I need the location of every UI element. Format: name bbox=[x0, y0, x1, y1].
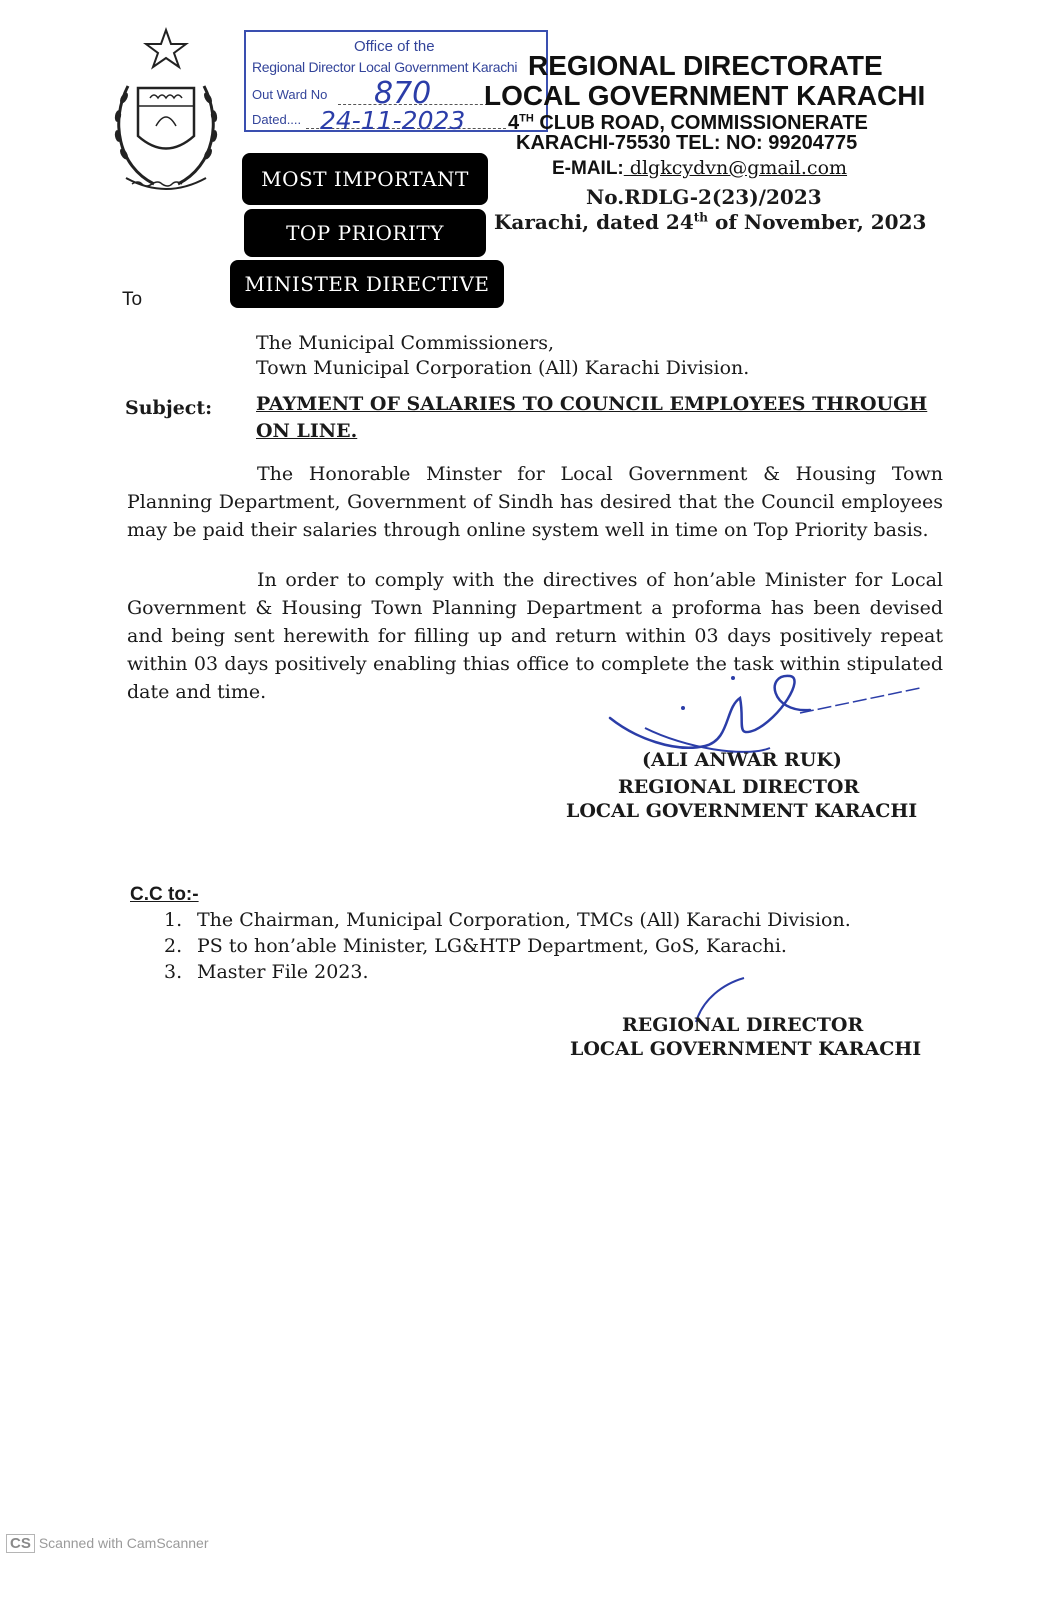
letterhead-title-line2: LOCAL GOVERNMENT KARACHI bbox=[484, 80, 926, 111]
recipient-line1: The Municipal Commissioners, bbox=[256, 332, 554, 354]
badge-most-important: MOST IMPORTANT bbox=[242, 153, 488, 205]
letterhead-address: 4TH CLUB ROAD, COMMISSIONERATE bbox=[508, 112, 868, 134]
camscanner-logo: CS bbox=[6, 1534, 35, 1553]
letterhead-email: E-MAIL: dlgkcydvn@gmail.com bbox=[552, 157, 848, 179]
signatory-name: (ALI ANWAR RUK) bbox=[642, 749, 842, 771]
stamp-dated-label: Dated.... bbox=[252, 112, 302, 127]
subject-label: Subject: bbox=[125, 397, 213, 419]
body-paragraph-1: The Honorable Minster for Local Government & Housing Town Planning Department, Government of Sindh has desired that the Council employees may be paid their salaries through online system well in time on Top Priority basis. bbox=[127, 463, 943, 541]
letterhead-title-line1: REGIONAL DIRECTORATE bbox=[528, 50, 883, 81]
reference-date: Karachi, dated 24th of November, 2023 bbox=[494, 210, 927, 234]
stamp-office-of: Office of the bbox=[354, 38, 435, 55]
scanner-watermark bbox=[6, 1534, 209, 1553]
badge-minister-directive: MINISTER DIRECTIVE bbox=[230, 260, 504, 308]
recipient-block bbox=[256, 331, 749, 381]
list-item: 3. Master File 2023. bbox=[164, 961, 369, 983]
list-item: 1. The Chairman, Municipal Corporation, TMCs (All) Karachi Division. bbox=[164, 909, 851, 931]
subject-text: PAYMENT OF SALARIES TO COUNCIL EMPLOYEES THROUGH ON LINE. bbox=[256, 393, 928, 442]
stamp-outward-number: 870 bbox=[374, 76, 432, 111]
to-label: To bbox=[122, 289, 143, 310]
signatory-title: REGIONAL DIRECTOR bbox=[618, 776, 860, 798]
reference-number: No.RDLG-2(23)/2023 bbox=[586, 185, 822, 209]
letterhead-city-tel: KARACHI-75530 TEL: NO: 99204775 bbox=[516, 132, 858, 154]
recipient-line2: Town Municipal Corporation (All) Karachi Division. bbox=[256, 357, 750, 379]
email-link[interactable]: dlgkcydvn@gmail.com bbox=[623, 157, 848, 179]
cc-signatory-organization: LOCAL GOVERNMENT KARACHI bbox=[570, 1038, 922, 1060]
stamp-dated-value: 24-11-2023 bbox=[320, 106, 466, 135]
list-item: 2. PS to hon’able Minister, LG&HTP Department, GoS, Karachi. bbox=[164, 935, 787, 957]
scanner-text: Scanned with CamScanner bbox=[38, 1535, 209, 1551]
stamp-office-name: Regional Director Local Government Karachi bbox=[252, 59, 518, 75]
badge-top-priority: TOP PRIORITY bbox=[244, 209, 486, 257]
cc-label: C.C to:- bbox=[130, 884, 199, 905]
government-emblem-icon bbox=[106, 26, 236, 196]
cc-signatory-title: REGIONAL DIRECTOR bbox=[622, 1014, 864, 1036]
signatory-organization: LOCAL GOVERNMENT KARACHI bbox=[566, 800, 918, 822]
stamp-outward-label: Out Ward No bbox=[252, 87, 328, 102]
body-paragraph-2: In order to comply with the directives of hon’able Minister for Local Government & Housing Town Planning Department a proforma has been devised and being sent herewith for filling up and return within 03 days positively repeat within 03 days positively enabling thias office to complete the task within stipulated date and time. bbox=[127, 569, 943, 703]
